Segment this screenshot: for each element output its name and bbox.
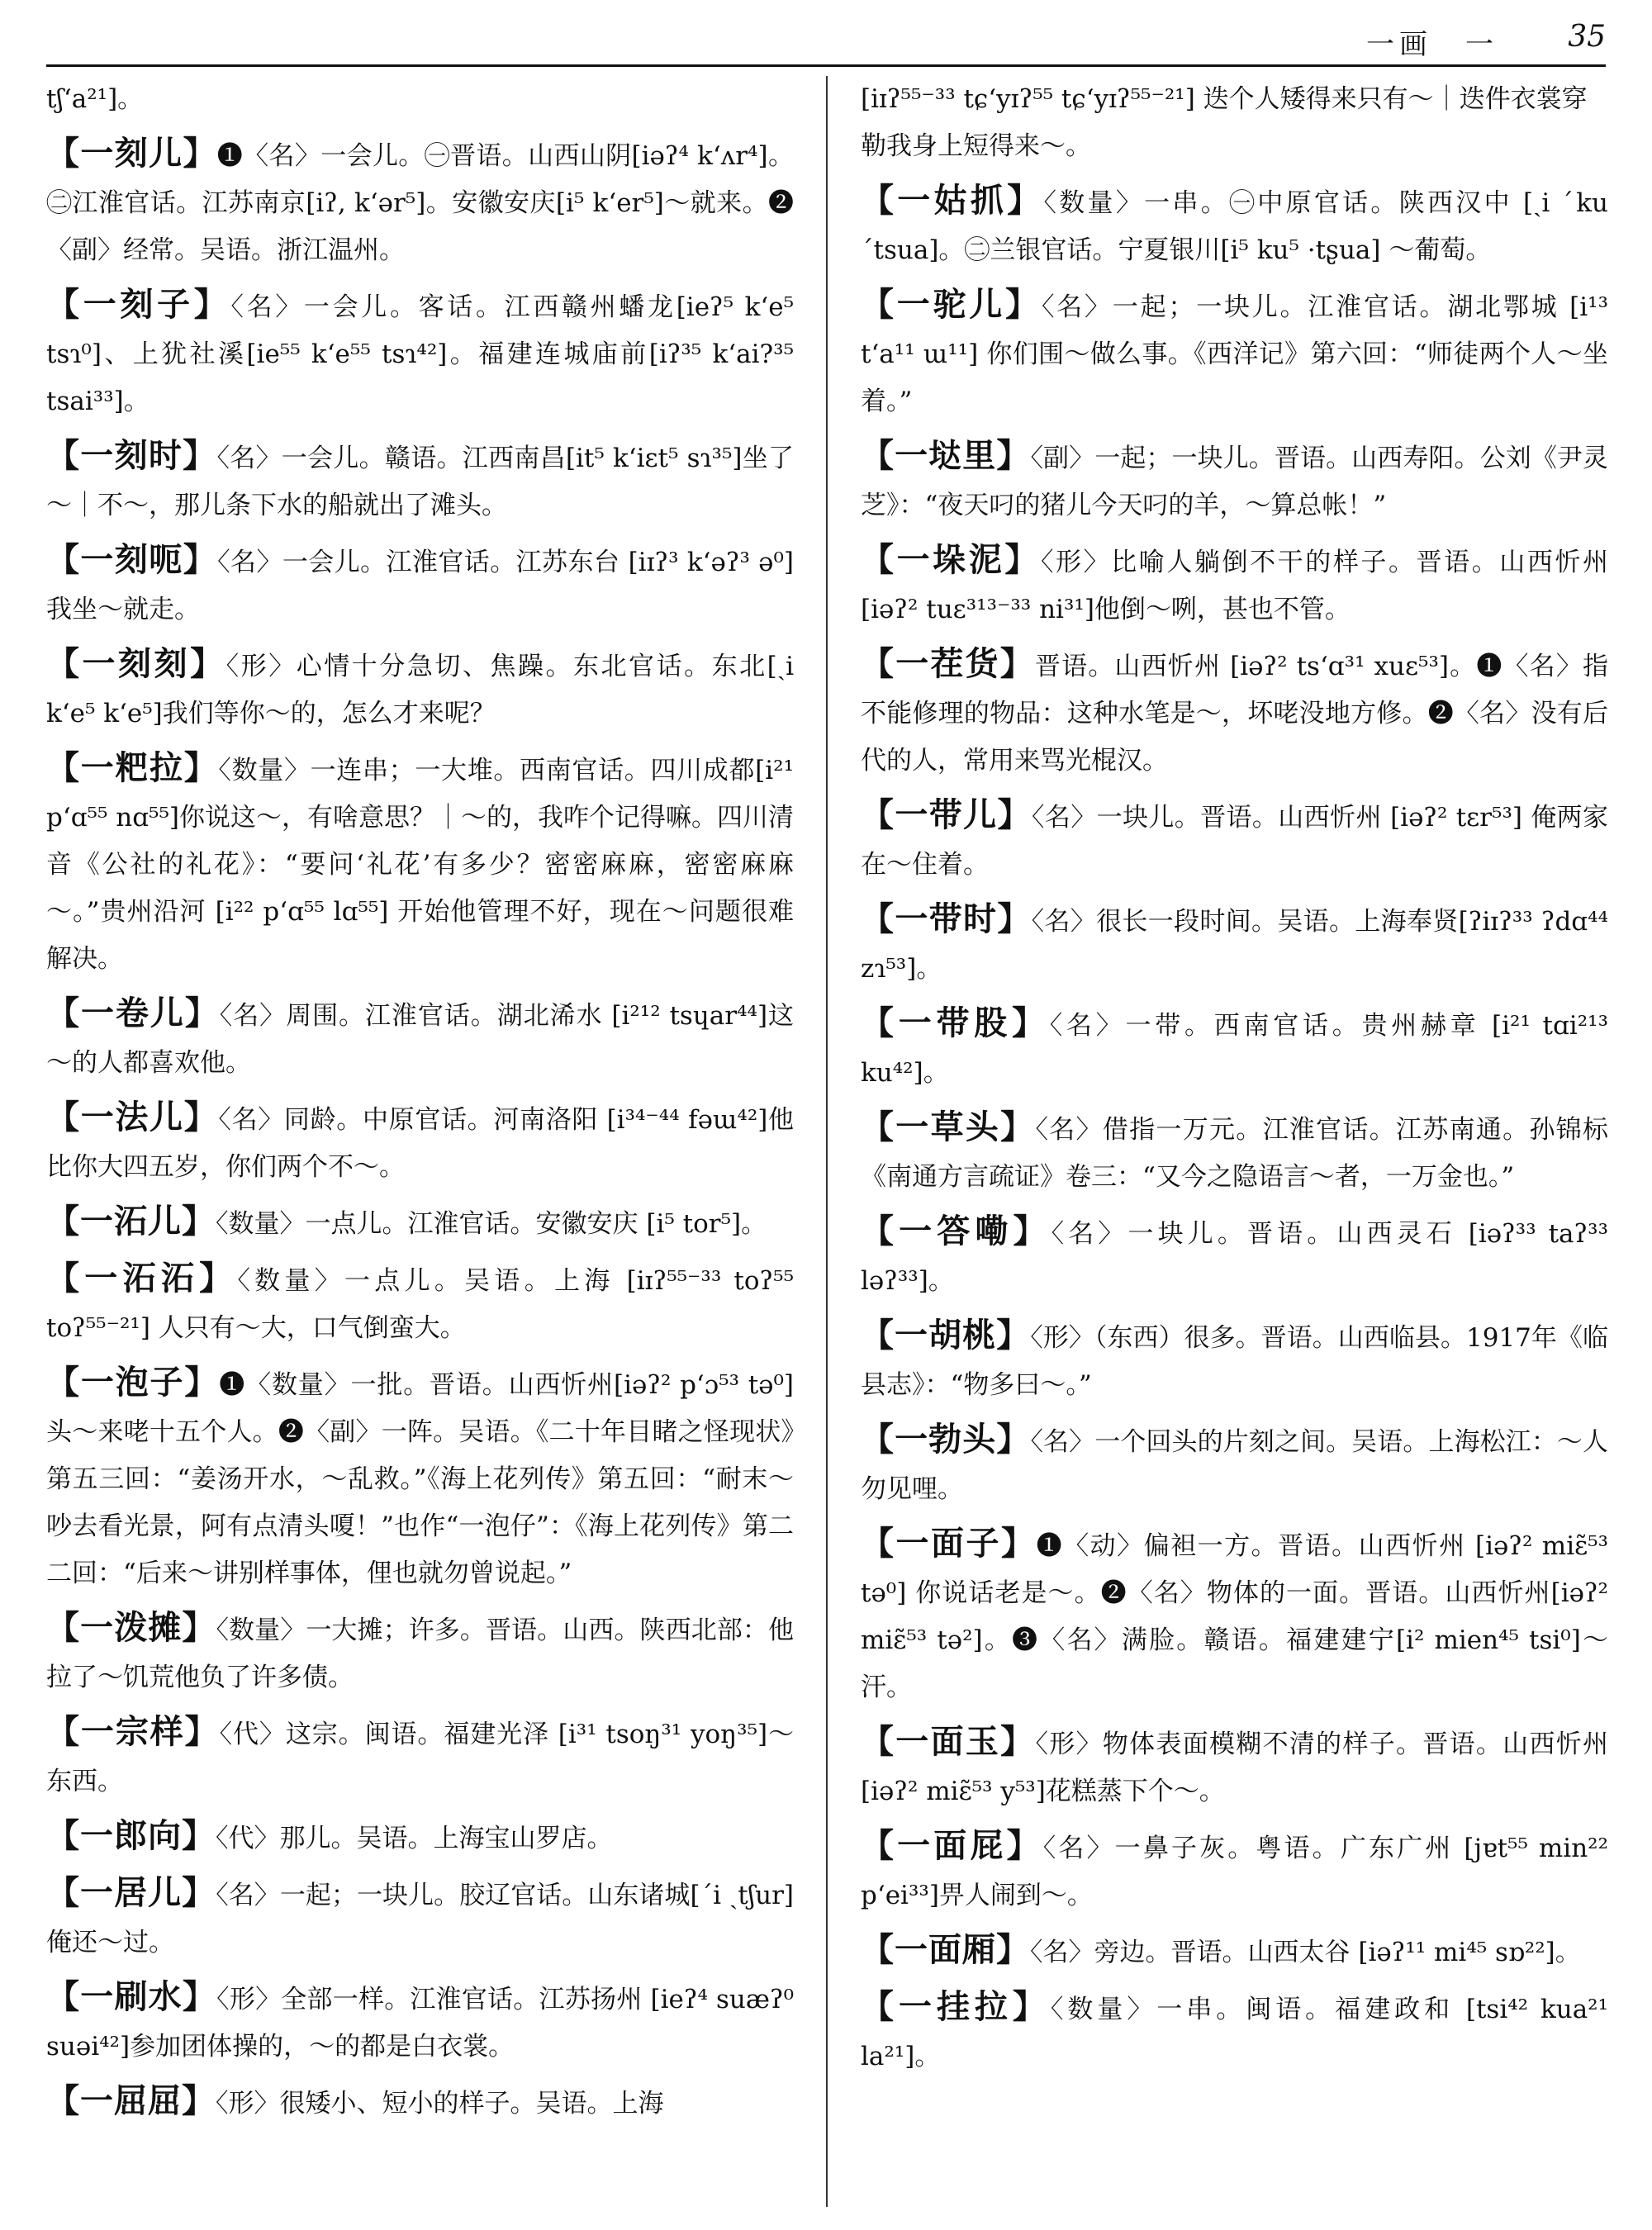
- entry-definition: 〈数量〉一串。闽语。福建政和 [tsi⁴² kua²¹ la²¹]。: [861, 1995, 1608, 2071]
- entry-headword: [46, 1816, 216, 1855]
- entry-headword: [861, 1420, 1030, 1459]
- entry-definition: 〈名〉一起；一块儿。胶辽官话。山东诸城[ˊi ˏtʃur]俺还～过。: [46, 1881, 794, 1957]
- headword-close-bracket: 】: [182, 1977, 217, 2016]
- headword-open-bracket: 【: [46, 644, 83, 683]
- headword-text: 一姑抓: [897, 181, 1008, 220]
- headword-open-bracket: 【: [861, 1212, 900, 1250]
- entry-headword: [861, 1212, 1051, 1250]
- left-continuation: tʃ‘a²¹]。: [46, 84, 144, 114]
- dictionary-entry: [46, 130, 794, 274]
- headword-close-bracket: 】: [184, 1712, 220, 1751]
- entry-definition: 〈名〉一个回头的片刻之间。吴语。上海松江：～人勿见哩。: [861, 1427, 1608, 1504]
- headword-close-bracket: 】: [1000, 1722, 1036, 1761]
- entry-headword: [46, 1608, 216, 1647]
- entry-definition: ❶〈数量〉一批。晋语。山西忻州[iəʔ² p‘ɔ⁵³ tə⁰]头～来咾十五个人。❷〈副〉一阵。吴语。《二十年目睹之怪现状》第五三回：“姜汤开水，～乱救。”《海上花列传》第五回：“耐末～吵去看光景，阿有点清头嗄！”也作“一泡仔”：《海上花列传》第二二回：“后来～讲别样事体，俚也就勿曾说起。”: [46, 1370, 794, 1588]
- dictionary-entry: [46, 640, 794, 738]
- entry-headword: [46, 1098, 218, 1136]
- entry-definition: 〈代〉那儿。吴语。上海宝山罗店。: [216, 1824, 613, 1853]
- headword-text: 一郎向: [80, 1816, 182, 1855]
- headword-open-bracket: 【: [46, 134, 81, 173]
- entry-definition: 〈名〉旁边。晋语。山西太谷 [iəʔ¹¹ mi⁴⁵ sɒ²²]。: [1030, 1938, 1581, 1967]
- entry-definition: 〈形〉比喻人躺倒不干的样子。晋语。山西忻州[iəʔ² tuɛ³¹³⁻³³ ni³¹]他倒～咧，甚也不管。: [861, 548, 1608, 624]
- headword-text: 一答嘞: [899, 1212, 1014, 1250]
- dictionary-entry: [861, 281, 1608, 425]
- dictionary-entry: [46, 1255, 794, 1352]
- dictionary-entry: [46, 432, 794, 529]
- headword-close-bracket: 】: [1001, 1524, 1037, 1563]
- headword-text: 一面屁: [897, 1826, 1007, 1865]
- headword-open-bracket: 【: [46, 1873, 81, 1912]
- headword-close-bracket: 】: [997, 899, 1032, 938]
- headword-open-bracket: 【: [861, 1004, 899, 1042]
- entry-definition: 〈名〉一块儿。晋语。山西忻州 [iəʔ² tɛr⁵³] 俺两家在～住着。: [861, 803, 1608, 880]
- entry-definition: 〈副〉一起；一块儿。晋语。山西寿阳。公刘《尹灵芝》：“夜天叼的猪儿今天叼的羊，～算总帐！”: [861, 444, 1608, 520]
- entry-definition: 〈数量〉一点儿。吴语。上海 [iɪʔ⁵⁵⁻³³ toʔ⁵⁵ toʔ⁵⁵⁻²¹] 人只有～大，口气倒蛮大。: [46, 1266, 794, 1343]
- headword-text: 一泼摊: [80, 1608, 183, 1647]
- headword-close-bracket: 】: [182, 1873, 216, 1912]
- headword-close-bracket: 】: [184, 994, 220, 1032]
- dictionary-entry: [46, 1604, 794, 1701]
- dictionary-entry: [861, 791, 1608, 889]
- entry-headword: [46, 540, 217, 579]
- headword-close-bracket: 】: [182, 1816, 216, 1855]
- headword-close-bracket: 】: [193, 285, 231, 324]
- entry-definition: 〈名〉一会儿。客话。江西赣州蟠龙[ieʔ⁵ k‘e⁵ tsɿ⁰]、上犹社溪[ie⁵⁵ k‘e⁵⁵ tsɿ⁴²]。福建连城庙前[iʔ³⁵ k‘ai?³⁵ tsai³³]。: [46, 292, 794, 416]
- headword-open-bracket: 【: [861, 644, 896, 683]
- entry-headword: [861, 540, 1041, 579]
- section-label: 一画 一: [1366, 28, 1498, 61]
- dictionary-entry: [861, 1416, 1608, 1513]
- headword-close-bracket: 】: [184, 1363, 220, 1402]
- entry-definition: 〈名〉一带。西南官话。贵州赫章 [i²¹ tɑi²¹³ ku⁴²]。: [861, 1011, 1608, 1088]
- entry-headword: [46, 1202, 216, 1241]
- dictionary-entry: [46, 989, 794, 1087]
- entry-headword: [861, 1722, 1035, 1761]
- entry-definition: 〈名〉周围。江淮官话。湖北浠水 [i²¹² tsɥar⁴⁴]这～的人都喜欢他。: [46, 1001, 794, 1078]
- headword-open-bracket: 【: [46, 748, 81, 787]
- headword-open-bracket: 【: [861, 540, 897, 579]
- dictionary-entry: [46, 1812, 794, 1862]
- dictionary-entry: [46, 1973, 794, 2071]
- headword-open-bracket: 【: [861, 1930, 895, 1969]
- headword-open-bracket: 【: [861, 1420, 895, 1459]
- dictionary-entry: [46, 281, 794, 425]
- headword-text: 一垛泥: [896, 540, 1005, 579]
- headword-text: 一挂拉: [898, 1987, 1013, 2026]
- headword-text: 一草头: [895, 1108, 1001, 1146]
- entry-definition: 〈数量〉一点儿。江淮官话。安徽安庆 [i⁵ tor⁵]。: [216, 1209, 767, 1239]
- left-entries: [46, 130, 794, 2128]
- entry-definition: 〈形〉很矮小、短小的样子。吴语。上海: [216, 2089, 664, 2118]
- page-header: [46, 18, 1606, 67]
- headword-text: 一面厢: [895, 1930, 996, 1969]
- headword-text: 一驼儿: [896, 285, 1006, 324]
- dictionary-entry: [861, 432, 1608, 529]
- entry-headword: [861, 1930, 1030, 1969]
- entry-headword: [861, 436, 1030, 475]
- dictionary-entry: [861, 1983, 1608, 2081]
- headword-text: 一刻时: [80, 436, 183, 475]
- headword-close-bracket: 】: [1012, 1987, 1051, 2026]
- headword-open-bracket: 【: [46, 285, 83, 324]
- entry-headword: [861, 1987, 1051, 2026]
- headword-open-bracket: 【: [46, 1816, 80, 1855]
- headword-text: 一屈屈: [80, 2081, 182, 2120]
- dictionary-entry: [861, 1312, 1608, 1409]
- headword-text: 一刻儿: [80, 134, 183, 173]
- entry-headword: [46, 1712, 220, 1751]
- entry-headword: [46, 1259, 237, 1298]
- dictionary-entry: [861, 999, 1608, 1097]
- entry-headword: [861, 644, 1035, 683]
- entry-definition: 〈名〉一鼻子灰。粤语。广东广州 [jɐt⁵⁵ min²² p‘ei³³]畀人闹到～。: [861, 1834, 1608, 1910]
- entry-headword: [46, 285, 230, 324]
- dictionary-entry: [861, 1718, 1608, 1815]
- headword-close-bracket: 】: [996, 1930, 1030, 1969]
- headword-close-bracket: 】: [1013, 1212, 1051, 1250]
- entry-headword: [46, 2081, 216, 2120]
- entry-definition: 〈数量〉一串。㊀中原官话。陕西汉中 [ˏi ˊku ˊtsua]。㊁兰银官话。宁夏银川[i⁵ ku⁵ ·tʂua] ～葡萄。: [861, 188, 1608, 265]
- headword-close-bracket: 】: [183, 540, 218, 579]
- entry-definition: ❶〈动〉偏袒一方。晋语。山西忻州 [iəʔ² miɛ̃⁵³ tə⁰] 你说话老是～。❷〈名〉物体的一面。晋语。山西忻州[iəʔ² miɛ̃⁵³ tə²]。❸〈名〉满脸。赣语。福建建宁[i² mien⁴⁵ tsi⁰]～汗。: [861, 1531, 1608, 1702]
- dictionary-entry: [46, 1094, 794, 1191]
- headword-text: 一刷水: [80, 1977, 183, 2016]
- entry-headword: [46, 1363, 219, 1402]
- dictionary-entry: [46, 1359, 794, 1597]
- headword-text: 一沰沰: [84, 1259, 200, 1298]
- dictionary-entry: [861, 1520, 1608, 1711]
- headword-text: 一泡子: [80, 1363, 185, 1402]
- headword-open-bracket: 【: [46, 1977, 81, 2016]
- entry-definition: 〈数量〉一大摊；许多。晋语。山西。陕西北部：他拉了～饥荒他负了许多债。: [46, 1616, 794, 1692]
- headword-open-bracket: 【: [861, 1722, 896, 1761]
- headword-text: 一胡桃: [895, 1316, 997, 1355]
- headword-open-bracket: 【: [46, 1608, 81, 1647]
- headword-text: 一刻子: [83, 285, 194, 324]
- right-continuation: [iɪʔ⁵⁵⁻³³ tɕ‘yɪʔ⁵⁵ tɕ‘yɪʔ⁵⁵⁻²¹] 迭个人矮得来只有～｜迭件衣裳穿勒我身上短得来～。: [861, 84, 1588, 161]
- dictionary-entry: [861, 177, 1608, 274]
- headword-close-bracket: 】: [1000, 1108, 1036, 1146]
- headword-text: 一带股: [898, 1004, 1012, 1042]
- dictionary-entry: [861, 1103, 1608, 1201]
- dictionary-entry: [861, 536, 1608, 633]
- entry-headword: [46, 748, 218, 787]
- headword-text: 一垯里: [895, 436, 997, 475]
- left-column: [46, 76, 794, 2215]
- entry-headword: [46, 1873, 216, 1912]
- dictionary-entry: [46, 2077, 794, 2128]
- column-divider: [826, 76, 828, 2207]
- dictionary-entry: [46, 1869, 794, 1967]
- entry-headword: [861, 1826, 1043, 1865]
- entry-definition: ❶〈名〉一会儿。㊀晋语。山西山阴[iəʔ⁴ k‘ʌr⁴]。㊁江淮官话。江苏南京[iʔ, k‘ər⁵]。安徽安庆[i⁵ k‘er⁵]～就来。❷〈副〉经常。吴语。浙江温州。: [46, 141, 794, 265]
- entry-definition: 〈代〉这宗。闽语。福建光泽 [i³¹ tsoŋ³¹ yoŋ³⁵]～东西。: [46, 1720, 794, 1796]
- headword-text: 一刻呃: [80, 540, 183, 579]
- dictionary-entry: [861, 895, 1608, 993]
- right-column: [861, 76, 1608, 2215]
- headword-text: 一刻刻: [82, 644, 191, 683]
- headword-open-bracket: 【: [861, 436, 895, 475]
- dictionary-entry: [861, 640, 1608, 785]
- headword-open-bracket: 【: [46, 2081, 80, 2120]
- right-entries: [861, 177, 1608, 2081]
- headword-open-bracket: 【: [46, 1259, 85, 1298]
- headword-text: 一勃头: [895, 1420, 997, 1459]
- headword-open-bracket: 【: [861, 1524, 896, 1563]
- entry-headword: [861, 1524, 1037, 1563]
- entry-headword: [46, 436, 216, 475]
- headword-open-bracket: 【: [46, 1098, 81, 1136]
- dictionary-entry: [46, 536, 794, 633]
- headword-text: 一法儿: [80, 1098, 184, 1136]
- entry-definition: 〈形〉全部一样。江淮官话。江苏扬州 [ieʔ⁴ suæʔ⁰ suəi⁴²]参加团体操的，～的都是白衣裳。: [46, 1985, 794, 2062]
- dictionary-entry: [46, 1708, 794, 1805]
- headword-close-bracket: 】: [996, 1316, 1031, 1355]
- headword-close-bracket: 】: [997, 795, 1032, 834]
- entry-headword: [861, 1108, 1035, 1146]
- headword-close-bracket: 】: [183, 436, 217, 475]
- headword-open-bracket: 【: [46, 1363, 81, 1402]
- headword-text: 一宗样: [80, 1712, 185, 1751]
- headword-close-bracket: 】: [1007, 181, 1044, 220]
- entry-definition: 晋语。山西忻州 [iəʔ² ts‘ɑ³¹ xuɛ⁵³]。❶〈名〉指不能修理的物品：这种水笔是～，坏咾没地方修。❷〈名〉没有后代的人，常用来骂光棍汉。: [861, 652, 1608, 776]
- entry-headword: [861, 1004, 1050, 1042]
- headword-close-bracket: 】: [183, 1098, 219, 1136]
- headword-open-bracket: 【: [861, 1826, 898, 1865]
- dictionary-entry: [861, 1822, 1608, 1919]
- dictionary-entry: [861, 1926, 1608, 1976]
- headword-close-bracket: 】: [182, 1202, 216, 1241]
- entry-definition: 〈名〉借指一万元。江淮官话。江苏南通。孙锦标《南通方言疏证》卷三：“又今之隐语言～者，一万金也。”: [861, 1115, 1608, 1192]
- headword-text: 一沰儿: [80, 1202, 182, 1241]
- headword-open-bracket: 【: [861, 1316, 895, 1355]
- dictionary-entry: [46, 744, 794, 983]
- headword-open-bracket: 【: [861, 899, 895, 938]
- headword-close-bracket: 】: [182, 2081, 216, 2120]
- entry-headword: [46, 644, 226, 683]
- headword-text: 一粑拉: [80, 748, 184, 787]
- entry-definition: 〈形〉物体表面模糊不清的样子。晋语。山西忻州[iəʔ² miɛ̃⁵³ y⁵³]花糕蒸下个～。: [861, 1729, 1608, 1806]
- entry-headword: [861, 1316, 1030, 1355]
- headword-open-bracket: 【: [46, 994, 81, 1032]
- headword-open-bracket: 【: [46, 1202, 80, 1241]
- entry-headword: [861, 899, 1032, 938]
- page-number: 35: [1568, 20, 1606, 54]
- headword-close-bracket: 】: [999, 644, 1035, 683]
- entry-headword: [861, 285, 1042, 324]
- headword-open-bracket: 【: [861, 1987, 899, 2026]
- headword-close-bracket: 】: [996, 1420, 1031, 1459]
- headword-close-bracket: 】: [182, 1608, 216, 1647]
- dictionary-entry: [861, 1208, 1608, 1305]
- entry-headword: [861, 795, 1032, 834]
- entry-definition: 〈名〉很长一段时间。吴语。上海奉贤[ʔiɪʔ³³ ʔdɑ⁴⁴ zɿ⁵³]。: [861, 907, 1608, 984]
- entry-definition: 〈形〉心情十分急切、焦躁。东北官话。东北[ˏi k‘e⁵ k‘e⁵]我们等你～的，怎么才来呢？: [46, 652, 794, 728]
- headword-text: 一卷儿: [80, 994, 185, 1032]
- headword-close-bracket: 】: [1004, 540, 1041, 579]
- headword-close-bracket: 】: [183, 134, 217, 173]
- headword-close-bracket: 】: [1005, 285, 1042, 324]
- entry-definition: 〈名〉一起；一块儿。江淮官话。湖北鄂城 [i¹³ t‘a¹¹ ɯ¹¹] 你们围～做么事。《西洋记》第六回：“师徒两个人～坐着。”: [861, 292, 1608, 416]
- headword-open-bracket: 【: [861, 795, 895, 834]
- headword-open-bracket: 【: [861, 181, 898, 220]
- entry-definition: 〈名〉一会儿。江淮官话。江苏东台 [iɪʔ³ k‘əʔ³ ə⁰]我坐～就走。: [46, 548, 794, 624]
- headword-open-bracket: 【: [861, 1108, 896, 1146]
- headword-text: 一居儿: [80, 1873, 183, 1912]
- headword-text: 一面玉: [895, 1722, 1001, 1761]
- headword-open-bracket: 【: [46, 436, 81, 475]
- headword-close-bracket: 】: [183, 748, 219, 787]
- headword-open-bracket: 【: [46, 540, 81, 579]
- headword-open-bracket: 【: [861, 285, 897, 324]
- headword-text: 一带时: [895, 899, 998, 938]
- entry-headword: [46, 994, 220, 1032]
- headword-text: 一茬货: [895, 644, 1000, 683]
- headword-close-bracket: 】: [190, 644, 226, 683]
- entry-definition: 〈形〉（东西）很多。晋语。山西临县。1917年《临县志》：“物多曰～。”: [861, 1323, 1608, 1400]
- headword-close-bracket: 】: [1012, 1004, 1050, 1042]
- entry-definition: 〈名〉同龄。中原官话。河南洛阳 [i³⁴⁻⁴⁴ fəɯ⁴²]他比你大四五岁，你们两个不～。: [46, 1105, 794, 1182]
- entry-headword: [861, 181, 1043, 220]
- headword-close-bracket: 】: [996, 436, 1031, 475]
- entry-definition: 〈名〉一会儿。赣语。江西南昌[it⁵ k‘iɛt⁵ sɿ³⁵]坐了～｜不～，那儿条下水的船就出了滩头。: [46, 444, 794, 520]
- headword-close-bracket: 】: [199, 1259, 238, 1298]
- headword-open-bracket: 【: [46, 1712, 81, 1751]
- entry-headword: [46, 134, 217, 173]
- headword-text: 一面子: [895, 1524, 1002, 1563]
- headword-text: 一带儿: [895, 795, 998, 834]
- entry-definition: 〈数量〉一连串；一大堆。西南官话。四川成都[i²¹ p‘ɑ⁵⁵ nɑ⁵⁵]你说这～，有啥意思？｜～的，我咋个记得嘛。四川清音《公社的礼花》：“要问‘礼花’有多少？密密麻麻，密密麻麻～。”贵州沿河 [i²² p‘ɑ⁵⁵ lɑ⁵⁵] 开始他管理不好，现在～问题很难解决。: [46, 756, 794, 974]
- dictionary-entry: [46, 1198, 794, 1248]
- headword-close-bracket: 】: [1006, 1826, 1043, 1865]
- entry-definition: 〈名〉一块儿。晋语。山西灵石 [iəʔ³³ taʔ³³ ləʔ³³]。: [861, 1219, 1608, 1296]
- entry-headword: [46, 1977, 216, 2016]
